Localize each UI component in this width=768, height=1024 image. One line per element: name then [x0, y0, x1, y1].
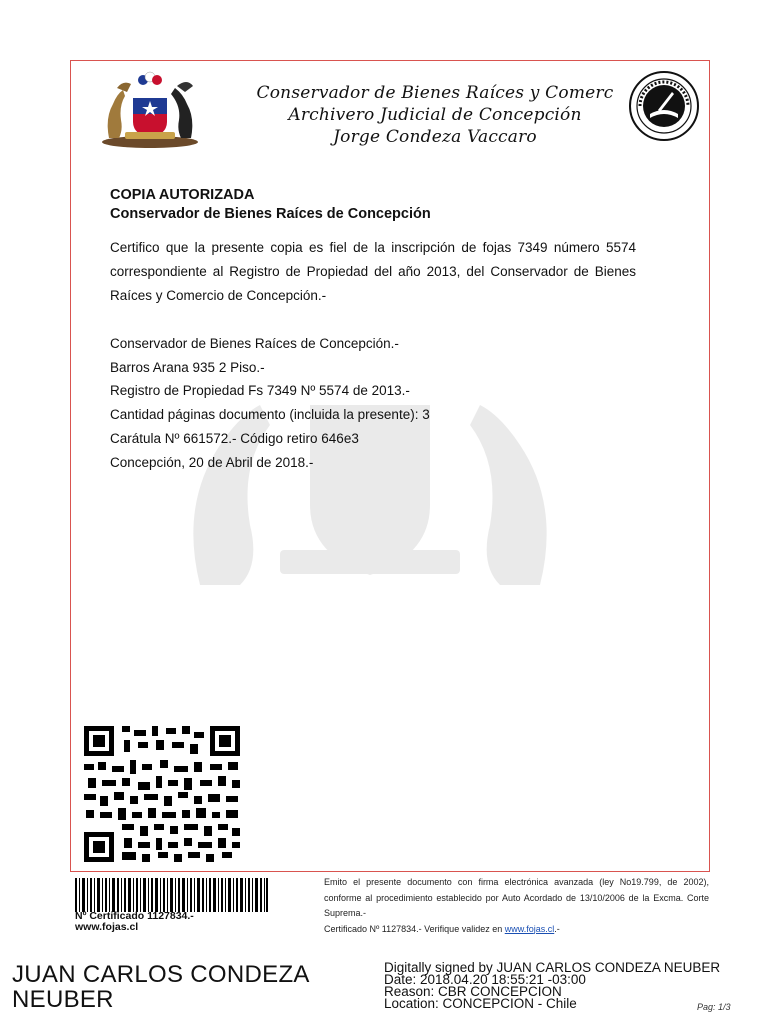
detail-registry: Registro de Propiedad Fs 7349 Nº 5574 de 2013.-: [110, 383, 410, 399]
signer-name-line-2: NEUBER: [12, 986, 114, 1013]
office-header: [245, 82, 625, 148]
verify-line: [324, 922, 709, 938]
document-details: [110, 332, 430, 474]
notary-seal-icon: [628, 70, 700, 142]
signer-name-line-1: JUAN CARLOS CONDEZA: [12, 961, 310, 988]
signature-reason: Reason: CBR CONCEPCION: [384, 984, 562, 999]
chilean-coat-of-arms-icon: [95, 68, 205, 150]
detail-caratula: Carátula Nº 661572.- Código retiro 646e3: [110, 430, 359, 446]
title-office-name: Conservador de Bienes Raíces de Concepción: [110, 206, 431, 222]
legal-notice: [324, 875, 709, 937]
signature-signed-by: Digitally signed by JUAN CARLOS CONDEZA NEUBER: [384, 960, 721, 975]
verify-prefix: Certificado Nº 1127834.- Verifique validez en: [324, 923, 505, 934]
header-line-2: Archivero Judicial de Concepción: [288, 105, 582, 125]
barcode-icon: [75, 878, 268, 912]
digital-signature-block[interactable]: [384, 962, 720, 1010]
header-line-1: Conservador de Bienes Raíces y Comerc: [256, 83, 614, 103]
detail-date: Concepción, 20 de Abril de 2018.-: [110, 454, 314, 470]
certificate-info: [75, 911, 194, 933]
detail-office: Conservador de Bienes Raíces de Concepción.-: [110, 336, 399, 351]
detail-address: Barros Arana 935 2 Piso.-: [110, 359, 265, 375]
signer-name: [12, 962, 310, 1012]
legal-text: Emito el presente documento con firma electrónica avanzada (ley No19.799, de 2002), conforme al procedimiento establecido por Auto Acordado de 13/10/2006 de la Excma. Corte Suprema.-: [324, 877, 709, 918]
signature-date: Date: 2018.04.20 18:55:21 -03:00: [384, 972, 586, 987]
signature-location: Location: CONCEPCION - Chile: [384, 996, 577, 1011]
document-title: [110, 186, 431, 224]
page-number: Pag: 1/3: [697, 1002, 731, 1012]
verify-link[interactable]: www.fojas.cl: [504, 923, 555, 934]
certificate-number: Nº Certificado 1127834.-: [75, 910, 194, 922]
detail-page-count: Cantidad páginas documento (incluida la presente): 3: [110, 407, 430, 423]
verify-suffix: .-: [554, 923, 560, 934]
header-line-3: Jorge Condeza Vaccaro: [333, 127, 537, 147]
qr-code-icon[interactable]: [82, 724, 242, 864]
title-copia-autorizada: COPIA AUTORIZADA: [110, 187, 255, 203]
certification-text: Certifico que la presente copia es fiel de la inscripción de fojas 7349 número 5574 correspondiente al Registro de Propiedad del año 2013, del Conservador de Bienes Raíces y Comercio de Concepción.-: [110, 240, 636, 303]
certificate-website: www.fojas.cl: [75, 921, 139, 933]
